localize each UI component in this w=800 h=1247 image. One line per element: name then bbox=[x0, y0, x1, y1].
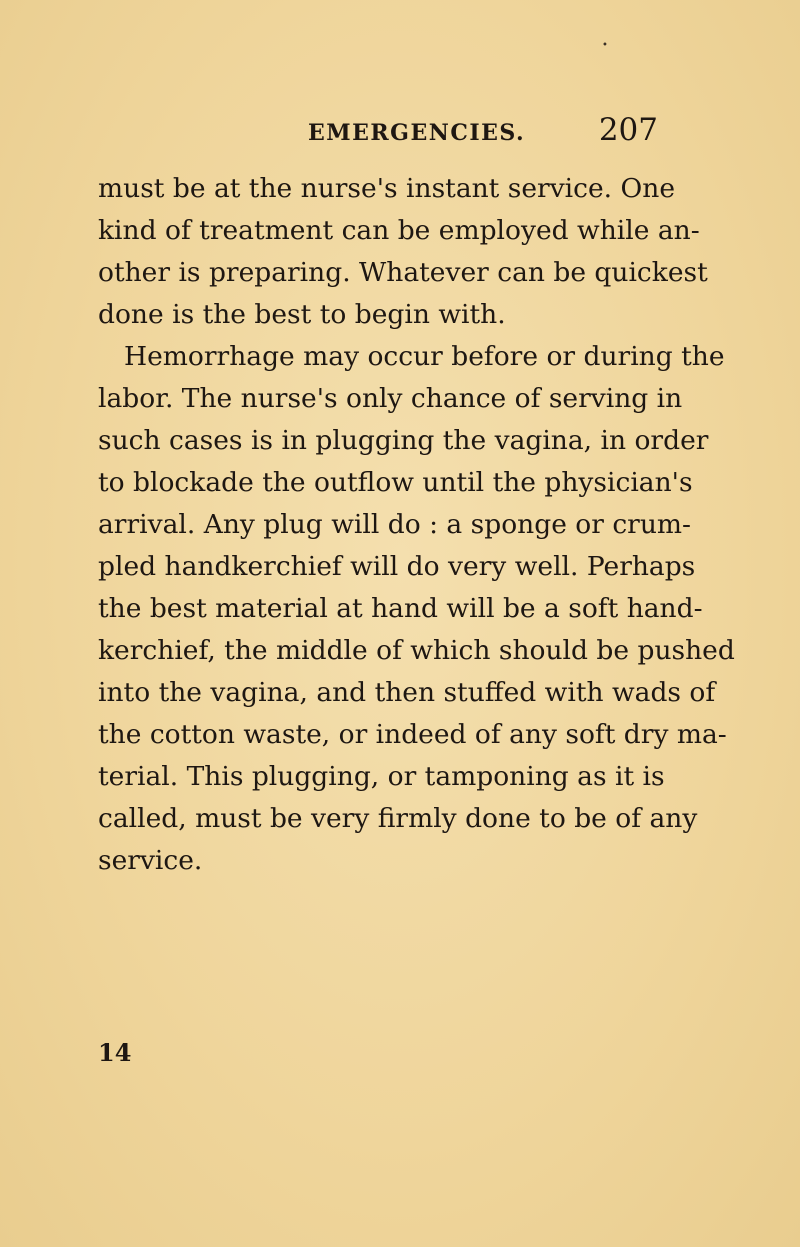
body-text bbox=[98, 168, 735, 882]
text-line: the best material at hand will be a soft hand- bbox=[98, 593, 703, 624]
text-line: such cases is in plugging the vagina, in order bbox=[98, 425, 709, 456]
running-head bbox=[98, 112, 658, 152]
text-line: kind of treatment can be employed while an- bbox=[98, 215, 700, 246]
text-line: kerchief, the middle of which should be pushed bbox=[98, 635, 735, 666]
text-line: called, must be very firmly done to be of any bbox=[98, 803, 698, 834]
text-line: to blockade the outflow until the physician's bbox=[98, 467, 693, 498]
text-line: labor. The nurse's only chance of serving in bbox=[98, 383, 683, 414]
text-line: Hemorrhage may occur before or during the bbox=[124, 341, 725, 372]
text-line: service. bbox=[98, 845, 203, 876]
text-line: must be at the nurse's instant service. One bbox=[98, 173, 675, 204]
text-line: into the vagina, and then stuffed with wads of bbox=[98, 677, 716, 708]
signature-mark: 14 bbox=[98, 1038, 132, 1067]
text-line: other is preparing. Whatever can be quickest bbox=[98, 257, 708, 288]
text-line: terial. This plugging, or tamponing as it is bbox=[98, 761, 665, 792]
page-number: 207 bbox=[598, 112, 658, 148]
text-line: done is the best to begin with. bbox=[98, 299, 506, 330]
text-line: arrival. Any plug will do : a sponge or crum- bbox=[98, 509, 692, 540]
text-line: pled handkerchief will do very well. Perhaps bbox=[98, 551, 696, 582]
running-title: EMERGENCIES. bbox=[308, 120, 526, 146]
text-line: the cotton waste, or indeed of any soft dry ma- bbox=[98, 719, 727, 750]
ink-speck: • bbox=[602, 40, 608, 51]
